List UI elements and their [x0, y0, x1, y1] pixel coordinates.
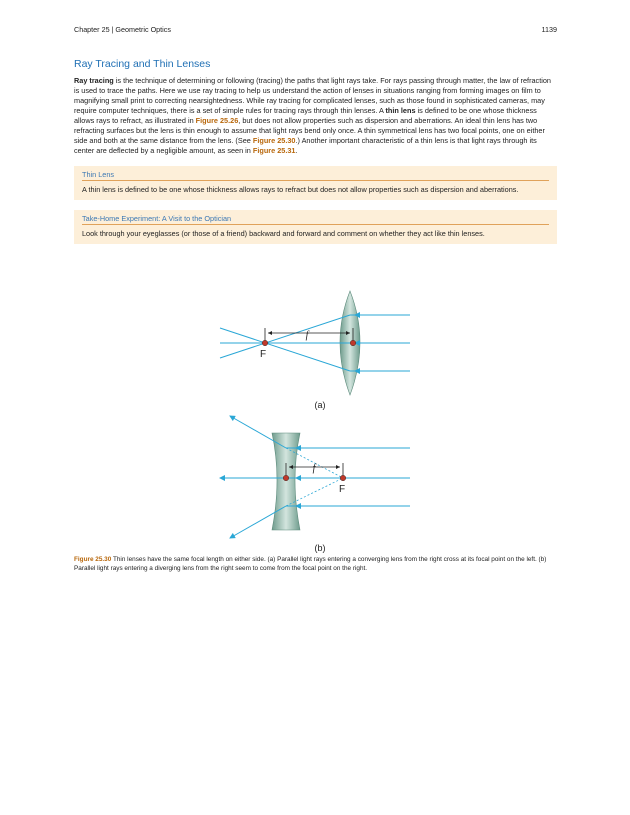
- paragraph-text: .) Another important characteristic of a thin lens is that light rays through its center are deflected by a negligible amount, as seen in: [74, 136, 537, 155]
- focal-length-label: f: [305, 330, 309, 341]
- page-header: [74, 25, 557, 34]
- term-ray-tracing: Ray tracing: [74, 76, 114, 85]
- note-box-take-home: [74, 210, 557, 244]
- paragraph-text: .: [295, 146, 298, 155]
- chapter-title: Chapter 25 | Geometric Optics: [74, 25, 171, 34]
- ray-top-out: [220, 315, 350, 358]
- note-title: Thin Lens: [82, 170, 549, 181]
- ray-bot-out: [220, 328, 350, 371]
- figure-25-30: [210, 285, 420, 555]
- ray-b-top-out: [230, 416, 286, 448]
- note-text: A thin lens is defined to be one whose thickness allows rays to refract but does not allow properties such as dispersion and aberrations.: [82, 185, 519, 194]
- main-content: [74, 58, 557, 244]
- figure-link-25-30[interactable]: Figure 25.30: [252, 136, 296, 145]
- paragraph-text: is defined to be one whose thickness allows rays to refract, as illustrated in: [74, 106, 537, 125]
- lens-diagram: [210, 285, 420, 555]
- panel-a-label: (a): [314, 400, 326, 410]
- note-title: Take-Home Experiment: A Visit to the Optician: [82, 214, 549, 225]
- focal-point-b-right: [340, 475, 346, 481]
- focal-point-right: [350, 340, 356, 346]
- caption-label: Figure 25.30: [74, 556, 112, 563]
- figure-link-25-31[interactable]: Figure 25.31: [252, 146, 296, 155]
- term-thin-lens: thin lens: [385, 106, 416, 115]
- body-paragraph: [74, 76, 557, 156]
- note-text: Look through your eyeglasses (or those of a friend) backward and forward and comment on whether they act like thin lenses.: [82, 229, 485, 238]
- caption-text: Thin lenses have the same focal length on either side. (a) Parallel light rays entering a converging lens from the right cross at its focal point on the left. (b) Parallel light rays entering a diverging lens from the right seem to come from the focal point on the right.: [74, 556, 547, 572]
- panel-b: [220, 416, 410, 553]
- note-box-thin-lens: [74, 166, 557, 200]
- panel-b-label: (b): [314, 543, 326, 553]
- paragraph-text: , but does not allow properties such as dispersion and aberrations. An ideal thin lens has two refracting surfaces but the lens is thin enough to assume that light rays bend only once. A thin symmetrical lens has two focal points, one on either side and both at the same distance from the lens. (See: [74, 116, 545, 145]
- focal-point-left: [262, 340, 268, 346]
- focal-b-F-label: F: [339, 484, 346, 495]
- section-title: Ray Tracing and Thin Lenses: [74, 58, 211, 70]
- page-number: 1139: [541, 25, 557, 34]
- focal-F-label: F: [260, 349, 267, 360]
- figure-caption: [74, 556, 557, 573]
- paragraph-text: is the technique of determining or following (tracing) the paths that light rays take. For rays passing through matter, the law of refraction is used to trace the paths. Here we use ray tracing to help us understand the action of lenses in situations ranging from forming images on film to magnifying small print to correcting nearsightedness. While ray tracing for complicated lenses, such as those found in sophisticated cameras, may require computer techniques, there is a set of simple rules for tracing rays through thin lenses. A: [74, 76, 551, 115]
- panel-a: [220, 291, 410, 410]
- focal-point-b-left: [283, 475, 289, 481]
- focal-b-length-label: f: [312, 463, 316, 474]
- figure-link-25-26[interactable]: Figure 25.26: [195, 116, 239, 125]
